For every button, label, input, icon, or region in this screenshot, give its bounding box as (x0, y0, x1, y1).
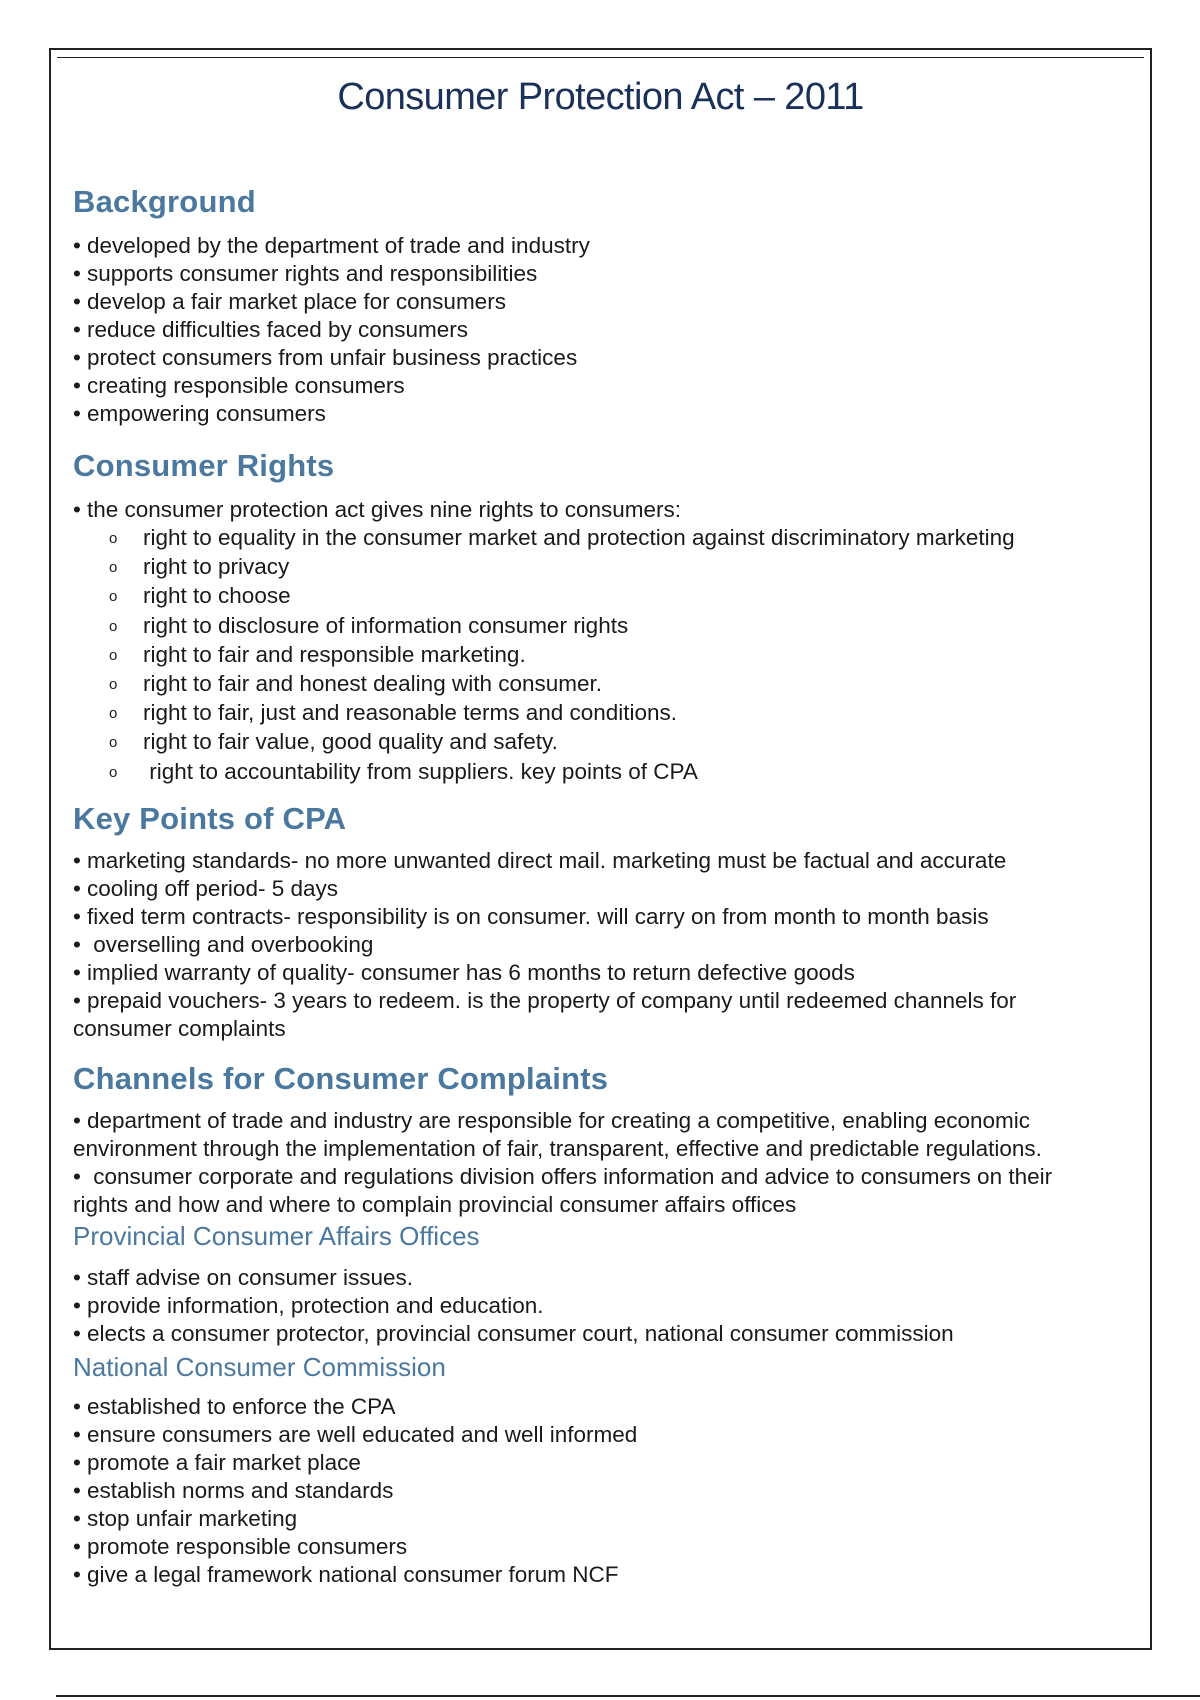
bullet-icon: • (73, 1320, 81, 1346)
list-item-text: elects a consumer protector, provincial consumer court, national consumer commission (87, 1320, 954, 1346)
bullet-icon: • (73, 401, 81, 426)
circle-bullet-icon: o (109, 617, 118, 635)
bullet-icon: • (73, 497, 81, 522)
list-item (109, 553, 1130, 582)
list-item-text: staff advise on consumer issues. (87, 1264, 413, 1290)
list-item (109, 582, 1130, 611)
channels-para-2-line-2: rights and how and where to complain provincial consumer affairs offices (73, 1191, 797, 1217)
list-item (73, 1320, 1130, 1348)
list-item (109, 670, 1130, 699)
list-item (73, 1264, 1130, 1292)
channels-para-1-line-1: department of trade and industry are responsible for creating a competitive, enabling economic (87, 1107, 1031, 1133)
list-item (73, 1393, 1130, 1421)
list-item (73, 232, 1130, 260)
list-item (109, 699, 1130, 728)
top-rule (57, 57, 1144, 58)
list-item-text: cooling off period- 5 days (87, 875, 338, 901)
bullet-icon: • (73, 1163, 81, 1189)
background-heading: Background (73, 184, 256, 219)
bullet-icon: • (73, 1264, 81, 1290)
list-item (73, 316, 1130, 344)
bullet-icon: • (73, 931, 81, 957)
national-list (73, 1393, 1130, 1589)
next-page-edge (56, 1695, 1200, 1697)
list-item (109, 758, 1130, 787)
bullet-icon: • (73, 345, 81, 370)
list-item-text: promote responsible consumers (87, 1533, 408, 1559)
bullet-icon: • (73, 233, 81, 258)
list-item-text: creating responsible consumers (87, 373, 405, 398)
document-content (73, 142, 1130, 1589)
bullet-icon: • (73, 1561, 81, 1587)
circle-bullet-icon: o (109, 646, 118, 664)
key-points-heading: Key Points of CPA (73, 800, 347, 836)
channels-para-2 (73, 1163, 1130, 1219)
list-item (73, 959, 1130, 987)
bullet-icon: • (73, 261, 81, 286)
bullet-icon: • (73, 289, 81, 314)
bullet-icon: • (73, 373, 81, 398)
background-list (73, 232, 1130, 428)
list-item-text: promote a fair market place (87, 1449, 361, 1475)
list-item-text: ensure consumers are well educated and well informed (87, 1421, 638, 1447)
circle-bullet-icon: o (109, 705, 118, 723)
list-item-text: provide information, protection and education. (87, 1292, 544, 1318)
list-item-text: marketing standards- no more unwanted direct mail. marketing must be factual and accurate (87, 847, 1007, 873)
list-item-text: establish norms and standards (87, 1477, 394, 1503)
list-item-text: established to enforce the CPA (87, 1393, 396, 1419)
list-item-text: prepaid vouchers- 3 years to redeem. is the property of company until redeemed channels for (87, 987, 1017, 1013)
list-item (109, 524, 1130, 553)
channels-para-1 (73, 1107, 1130, 1163)
list-item (73, 372, 1130, 400)
bullet-icon: • (73, 1421, 81, 1447)
list-item (73, 1477, 1130, 1505)
page-frame (49, 48, 1152, 1650)
list-item-text: overselling and overbooking (87, 931, 374, 957)
circle-bullet-icon: o (109, 559, 118, 577)
right-text: right to accountability from suppliers. key points of CPA (143, 758, 698, 784)
list-item-text: develop a fair market place for consumers (87, 289, 506, 314)
right-text: right to equality in the consumer market and protection against discriminatory marketing (143, 525, 1015, 550)
list-item (109, 728, 1130, 757)
list-item (109, 612, 1130, 641)
bullet-icon: • (73, 847, 81, 873)
consumer-rights-heading: Consumer Rights (73, 448, 335, 483)
circle-bullet-icon: o (109, 676, 118, 694)
list-item-text: stop unfair marketing (87, 1505, 298, 1531)
list-item (73, 987, 1130, 1015)
rights-list (73, 524, 1130, 787)
list-item (73, 875, 1130, 903)
rights-intro: the consumer protection act gives nine rights to consumers: (87, 497, 682, 522)
right-text: right to fair and responsible marketing. (143, 641, 526, 667)
list-item (73, 903, 1130, 931)
right-text: right to fair, just and reasonable terms and conditions. (143, 700, 678, 726)
bullet-icon: • (73, 1393, 81, 1419)
provincial-heading: Provincial Consumer Affairs Offices (73, 1220, 480, 1251)
list-item (73, 1533, 1130, 1561)
bullet-icon: • (73, 1107, 81, 1133)
bullet-icon: • (73, 1505, 81, 1531)
list-item (73, 260, 1130, 288)
right-text: right to disclosure of information consumer rights (143, 612, 629, 638)
circle-bullet-icon: o (109, 763, 118, 781)
list-item (73, 1505, 1130, 1533)
list-item-text: developed by the department of trade and industry (87, 233, 590, 258)
channels-para-2-line-1: consumer corporate and regulations division offers information and advice to consumers on their (87, 1163, 1053, 1189)
list-item (73, 1421, 1130, 1449)
list-item (73, 1449, 1130, 1477)
national-heading: National Consumer Commission (73, 1351, 446, 1382)
list-item (73, 931, 1130, 959)
list-item-text: fixed term contracts- responsibility is on consumer. will carry on from month to month basis (87, 903, 989, 929)
bullet-icon: • (73, 1477, 81, 1503)
list-item (73, 288, 1130, 316)
key-points-continuation: consumer complaints (73, 1015, 286, 1041)
channels-body (73, 1107, 1130, 1219)
list-item (73, 1292, 1130, 1320)
bullet-icon: • (73, 1533, 81, 1559)
page-title: Consumer Protection Act – 2011 (337, 76, 864, 118)
right-text: right to choose (143, 583, 291, 609)
list-item (73, 400, 1130, 428)
list-item (73, 344, 1130, 372)
list-item (73, 1561, 1130, 1589)
channels-heading: Channels for Consumer Complaints (73, 1060, 609, 1096)
bullet-icon: • (73, 959, 81, 985)
provincial-list (73, 1264, 1130, 1348)
bullet-icon: • (73, 317, 81, 342)
bullet-icon: • (73, 1292, 81, 1318)
list-item-text: give a legal framework national consumer forum NCF (87, 1561, 619, 1587)
channels-para-1-line-2: environment through the implementation of fair, transparent, effective and predictable regulations. (73, 1135, 1042, 1161)
bullet-icon: • (73, 987, 81, 1013)
list-item-text: reduce difficulties faced by consumers (87, 317, 469, 342)
circle-bullet-icon: o (109, 734, 118, 752)
consumer-rights-intro-list (73, 496, 1130, 524)
bullet-icon: • (73, 1449, 81, 1475)
list-item-text: protect consumers from unfair business practices (87, 345, 578, 370)
list-item-text: supports consumer rights and responsibilities (87, 261, 538, 286)
right-text: right to privacy (143, 554, 290, 580)
list-item (73, 496, 1130, 524)
bullet-icon: • (73, 875, 81, 901)
list-item (73, 847, 1130, 875)
right-text: right to fair and honest dealing with consumer. (143, 671, 603, 697)
list-item (109, 641, 1130, 670)
list-item-text: implied warranty of quality- consumer has 6 months to return defective goods (87, 959, 855, 985)
bullet-icon: • (73, 903, 81, 929)
list-item-text: empowering consumers (87, 401, 326, 426)
circle-bullet-icon: o (109, 588, 118, 606)
key-points-list (73, 847, 1130, 1015)
circle-bullet-icon: o (109, 530, 118, 547)
right-text: right to fair value, good quality and safety. (143, 729, 558, 755)
